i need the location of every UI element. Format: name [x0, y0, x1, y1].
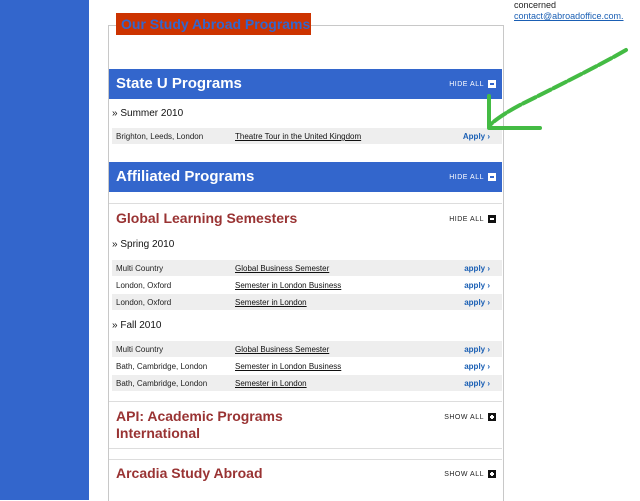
- program-location: Brighton, Leeds, London: [116, 132, 204, 141]
- toggle-label[interactable]: HIDE ALL: [449, 173, 484, 181]
- apply-link[interactable]: Apply ›: [462, 132, 490, 141]
- program-location: Multi Country: [116, 264, 164, 273]
- contact-email-link[interactable]: contact@abroadoffice.com.: [514, 11, 624, 21]
- toggle-label[interactable]: SHOW ALL: [444, 413, 484, 421]
- toggle-label[interactable]: HIDE ALL: [449, 215, 484, 223]
- apply-link[interactable]: apply ›: [464, 264, 490, 273]
- page-title: Our Study Abroad Programs: [116, 13, 311, 35]
- apply-link[interactable]: apply ›: [464, 379, 490, 388]
- term-spring-2010: » Spring 2010: [112, 239, 175, 250]
- toggle-label[interactable]: SHOW ALL: [444, 470, 484, 478]
- toggle-label[interactable]: HIDE ALL: [449, 80, 484, 88]
- term-fall-2010: » Fall 2010: [112, 320, 162, 331]
- program-link[interactable]: Semester in London: [235, 298, 307, 307]
- program-location: Multi Country: [116, 345, 164, 354]
- program-location: London, Oxford: [116, 281, 172, 290]
- program-link[interactable]: Semester in London Business: [235, 362, 342, 371]
- group-title: Affiliated Programs: [116, 168, 255, 185]
- program-link[interactable]: Theatre Tour in the United Kingdom: [235, 132, 362, 141]
- section-title: Arcadia Study Abroad: [116, 465, 263, 481]
- program-location: London, Oxford: [116, 298, 172, 307]
- program-link[interactable]: Semester in London Business: [235, 281, 342, 290]
- apply-link[interactable]: apply ›: [464, 362, 490, 371]
- apply-link[interactable]: apply ›: [464, 345, 490, 354]
- section-title: API: Academic Programs International: [116, 408, 283, 441]
- program-link[interactable]: Global Business Semester: [235, 264, 330, 273]
- term-summer-2010: » Summer 2010: [112, 108, 184, 119]
- group-title: State U Programs: [116, 75, 242, 92]
- program-link[interactable]: Global Business Semester: [235, 345, 330, 354]
- contact-line: concerned: [514, 0, 557, 10]
- program-link[interactable]: Semester in London: [235, 379, 307, 388]
- program-location: Bath, Cambridge, London: [116, 379, 208, 388]
- apply-link[interactable]: apply ›: [464, 281, 490, 290]
- program-location: Bath, Cambridge, London: [116, 362, 208, 371]
- apply-link[interactable]: apply ›: [464, 298, 490, 307]
- section-title: Global Learning Semesters: [116, 210, 298, 226]
